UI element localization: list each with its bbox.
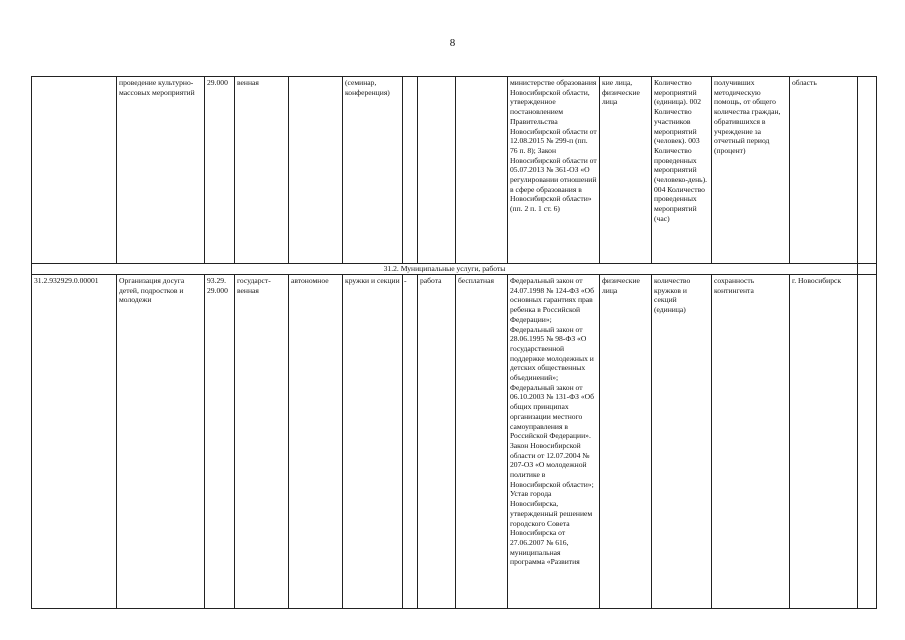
cell-registry-number: [32, 77, 117, 264]
cell-volume-indicators: Количество мероприятий (единица). 002 Количество участников мероприятий (человек). 003 Количество проведенных мероприятий (человеко-день). 004 Количество проведенных мероприятий (час): [652, 77, 712, 264]
cell-territory: г. Новосибирск: [790, 275, 858, 609]
cell-condition: [403, 77, 418, 264]
cell-okved-code: 93.29. 29.000: [205, 275, 235, 609]
cell-quality-indicators: получивших методическую помощь, от общего количества граждан, обратившихся в учреждение за отчетный период (процент): [712, 77, 790, 264]
table-row: [32, 77, 877, 264]
cell-consumers: физические лица: [600, 275, 652, 609]
cell-content: кружки и секции: [343, 275, 403, 609]
table-row: [32, 275, 877, 609]
cell-extra: [858, 77, 877, 264]
cell-extra: [858, 264, 877, 275]
cell-okved-code: 29.000: [205, 77, 235, 264]
cell-ownership-type: государст-венная: [235, 275, 289, 609]
cell-ownership-type: венная: [235, 77, 289, 264]
cell-payment-type: [456, 77, 508, 264]
cell-consumers: кие лица, физические лица: [600, 77, 652, 264]
cell-kind: работа: [418, 275, 456, 609]
cell-content: (семинар, конференция): [343, 77, 403, 264]
cell-institution-type: [289, 77, 343, 264]
cell-service-name: Организация досуга детей, подростков и молодежи: [117, 275, 205, 609]
cell-volume-indicators: количество кружков и секций (единица): [652, 275, 712, 609]
cell-institution-type: автономное: [289, 275, 343, 609]
cell-condition: -: [403, 275, 418, 609]
section-heading: 31.2. Муниципальные услуги, работы: [32, 264, 858, 275]
cell-payment-type: бесплатная: [456, 275, 508, 609]
services-registry-table: [31, 76, 877, 609]
page-number: 8: [449, 37, 456, 49]
cell-extra: [858, 275, 877, 609]
cell-quality-indicators: сохранность контингента: [712, 275, 790, 609]
cell-kind: [418, 77, 456, 264]
cell-legal-basis: Федеральный закон от 24.07.1998 № 124-ФЗ «Об основных гарантиях прав ребенка в Российской Федерации»; Федеральный закон от 28.06.1995 № 98-ФЗ «О государственной поддержке молодежных и детских общественных объединений»; Федеральный закон от 06.10.2003 № 131-ФЗ «Об общих принципах организации местного самоуправления в Российской Федерации». Закон Новосибирской области от 12.07.2004 № 207-ОЗ «О молодежной политике в Новосибирской области»; Устав города Новосибирска, утвержденный решением городского Совета Новосибирска от 27.06.2007 № 616, муниципальная программа «Развития: [508, 275, 600, 609]
cell-registry-number: 31.2.932929.0.00001: [32, 275, 117, 609]
section-heading-row: [32, 264, 877, 275]
cell-legal-basis: министерстве образования Новосибирской области, утвержденное постановлением Правительства Новосибирской области от 12.08.2015 № 299-п (пп. 76 п. 8); Закон Новосибирской области от 05.07.2013 № 361-ОЗ «О регулировании отношений в сфере образования в Новосибирской области» (пп. 2 п. 1 ст. 6): [508, 77, 600, 264]
cell-territory: область: [790, 77, 858, 264]
cell-service-name: проведение культурно-массовых мероприятий: [117, 77, 205, 264]
